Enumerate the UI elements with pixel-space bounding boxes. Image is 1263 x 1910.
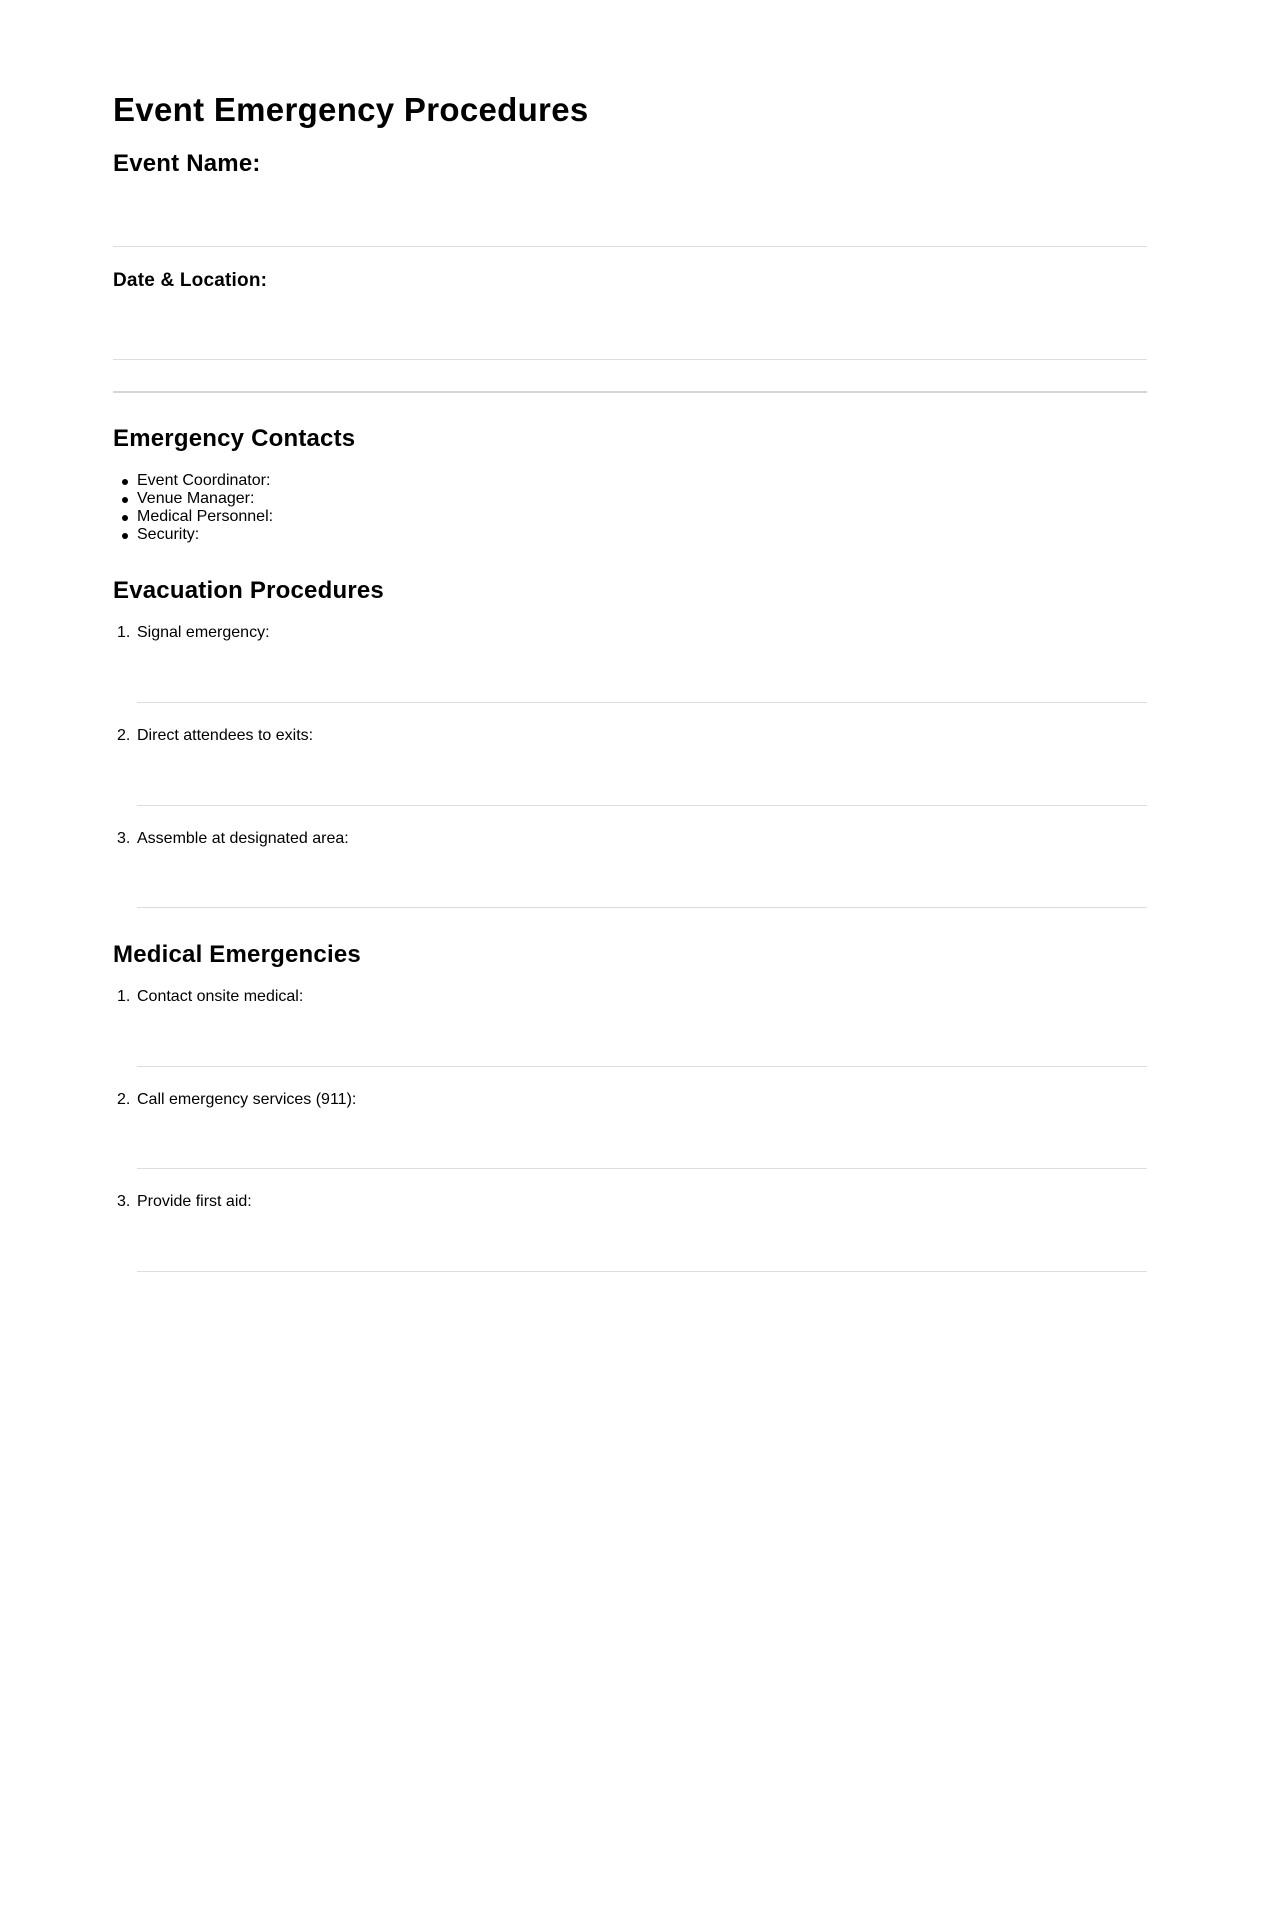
contact-item-medical-personnel bbox=[137, 508, 273, 526]
bullet-icon bbox=[122, 533, 128, 539]
step-label: Call emergency services (911): bbox=[137, 1091, 357, 1108]
step-number: 1. bbox=[117, 624, 131, 641]
step-label: Assemble at designated area: bbox=[137, 830, 349, 847]
page-title: Event Emergency Procedures bbox=[113, 91, 589, 128]
step-number: 2. bbox=[117, 727, 131, 744]
contact-label: Medical Personnel: bbox=[137, 508, 274, 525]
bullet-icon bbox=[122, 515, 128, 521]
contact-item-security bbox=[137, 526, 199, 544]
medical-step-1 bbox=[117, 987, 304, 1007]
evacuation-step-1-field[interactable] bbox=[137, 702, 1147, 703]
medical-step-2-field[interactable] bbox=[137, 1168, 1147, 1169]
date-location-field[interactable] bbox=[113, 359, 1147, 360]
evacuation-procedures-heading: Evacuation Procedures bbox=[113, 577, 384, 604]
step-number: 3. bbox=[117, 830, 131, 847]
medical-step-2 bbox=[117, 1090, 357, 1110]
contact-item-venue-manager bbox=[137, 490, 254, 508]
bullet-icon bbox=[122, 479, 128, 485]
contact-item-event-coordinator bbox=[137, 472, 270, 490]
evacuation-step-3 bbox=[117, 829, 349, 849]
step-label: Provide first aid: bbox=[137, 1193, 252, 1210]
medical-step-3 bbox=[117, 1192, 252, 1212]
emergency-contacts-heading: Emergency Contacts bbox=[113, 425, 356, 452]
evacuation-step-2 bbox=[117, 726, 314, 746]
evacuation-step-1 bbox=[117, 623, 270, 643]
step-number: 1. bbox=[117, 988, 131, 1005]
step-number: 2. bbox=[117, 1091, 131, 1108]
evacuation-step-3-field[interactable] bbox=[137, 907, 1147, 908]
contact-label: Venue Manager: bbox=[137, 490, 255, 507]
step-label: Signal emergency: bbox=[137, 624, 270, 641]
step-label: Contact onsite medical: bbox=[137, 988, 304, 1005]
medical-step-3-field[interactable] bbox=[137, 1271, 1147, 1272]
section-divider bbox=[113, 391, 1147, 393]
medical-emergencies-heading: Medical Emergencies bbox=[113, 941, 361, 968]
event-name-label: Event Name: bbox=[113, 150, 261, 177]
contact-label: Security: bbox=[137, 526, 200, 543]
step-number: 3. bbox=[117, 1193, 131, 1210]
bullet-icon bbox=[122, 497, 128, 503]
contact-label: Event Coordinator: bbox=[137, 472, 271, 489]
event-name-field[interactable] bbox=[113, 246, 1147, 247]
evacuation-step-2-field[interactable] bbox=[137, 805, 1147, 806]
medical-step-1-field[interactable] bbox=[137, 1066, 1147, 1067]
date-location-label: Date & Location: bbox=[113, 270, 268, 291]
step-label: Direct attendees to exits: bbox=[137, 727, 314, 744]
